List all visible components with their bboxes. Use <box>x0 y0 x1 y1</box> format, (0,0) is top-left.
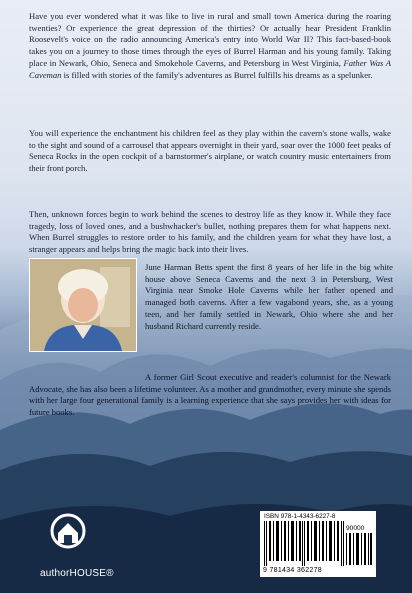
isbn-number: ISBN 978-1-4343-6227-8 <box>264 513 336 520</box>
blurb-paragraph-1: Have you ever wondered what it was like to live in rural and small town America during the roaring twenties? Or experience the great depression of the thirties? Or actually hear President Franklin Roosevelt's voice on the radio announcing America's entry into World War II? This fact-based-book takes you on a journey to those times through the eyes of Burrel Harman and his young family. Taking place in Newark, Ohio, Seneca and Smokehole Caverns, and Petersburg in West Virginia, Father Was A Caveman is filled with stories of the family's adventures as Burrel fulfills his dreams as a spelunker. <box>29 11 392 80</box>
authorhouse-logo-icon <box>40 507 120 575</box>
blurb-paragraph-3: Then, unknown forces begin to work behind the scenes to destroy life as they know it. While they face tragedy, loss of loved ones, and a bushwhacker's bullet, nothing prepares them for what happens next. When Burrel struggles to restore order to his family, and the children yearn for what they have lost, a stranger appears and helps bring the magic back into their lives. <box>29 209 391 255</box>
ean-digits: 9 781434 362278 <box>263 567 322 574</box>
book-title: Father Was A Caveman <box>29 57 392 80</box>
blurb-paragraph-2: You will experience the enchantment his children feel as they play within the cavern's stone walls, wake to the sight and sound of a carrousel that appears overnight in their yard, soar over the 1000 feet peaks of Seneca Rocks in the open cockpit of a barnstormer's airplane, or watch country music entertainers from their front porch. <box>29 128 391 174</box>
author-bio-continued: A former Girl Scout executive and reader's columnist for the Newark Advocate, she has also been a lifetime volunteer. As a mother and grandmother, every minute she spends with her large four generational family is a learning experience that she says provides her with ideas for future books. <box>29 372 391 418</box>
isbn-barcode <box>260 511 376 577</box>
barcode-bars-icon <box>264 521 344 566</box>
author-photo <box>29 258 137 352</box>
publisher-name: authorHOUSE® <box>40 568 114 579</box>
author-bio: June Harman Betts spent the first 8 years of her life in the big white house above Seneca Caverns and the next 3 in Petersburg, West Virginia near Smoke Hole Caverns while her father opened and managed both caverns. After a few vagabond years, she, as a young teen, and her family settled in Newark, Ohio where she and her husband Richard currently reside. <box>145 262 393 331</box>
price-code: 90000 <box>346 525 365 532</box>
price-barcode-icon <box>346 533 372 565</box>
